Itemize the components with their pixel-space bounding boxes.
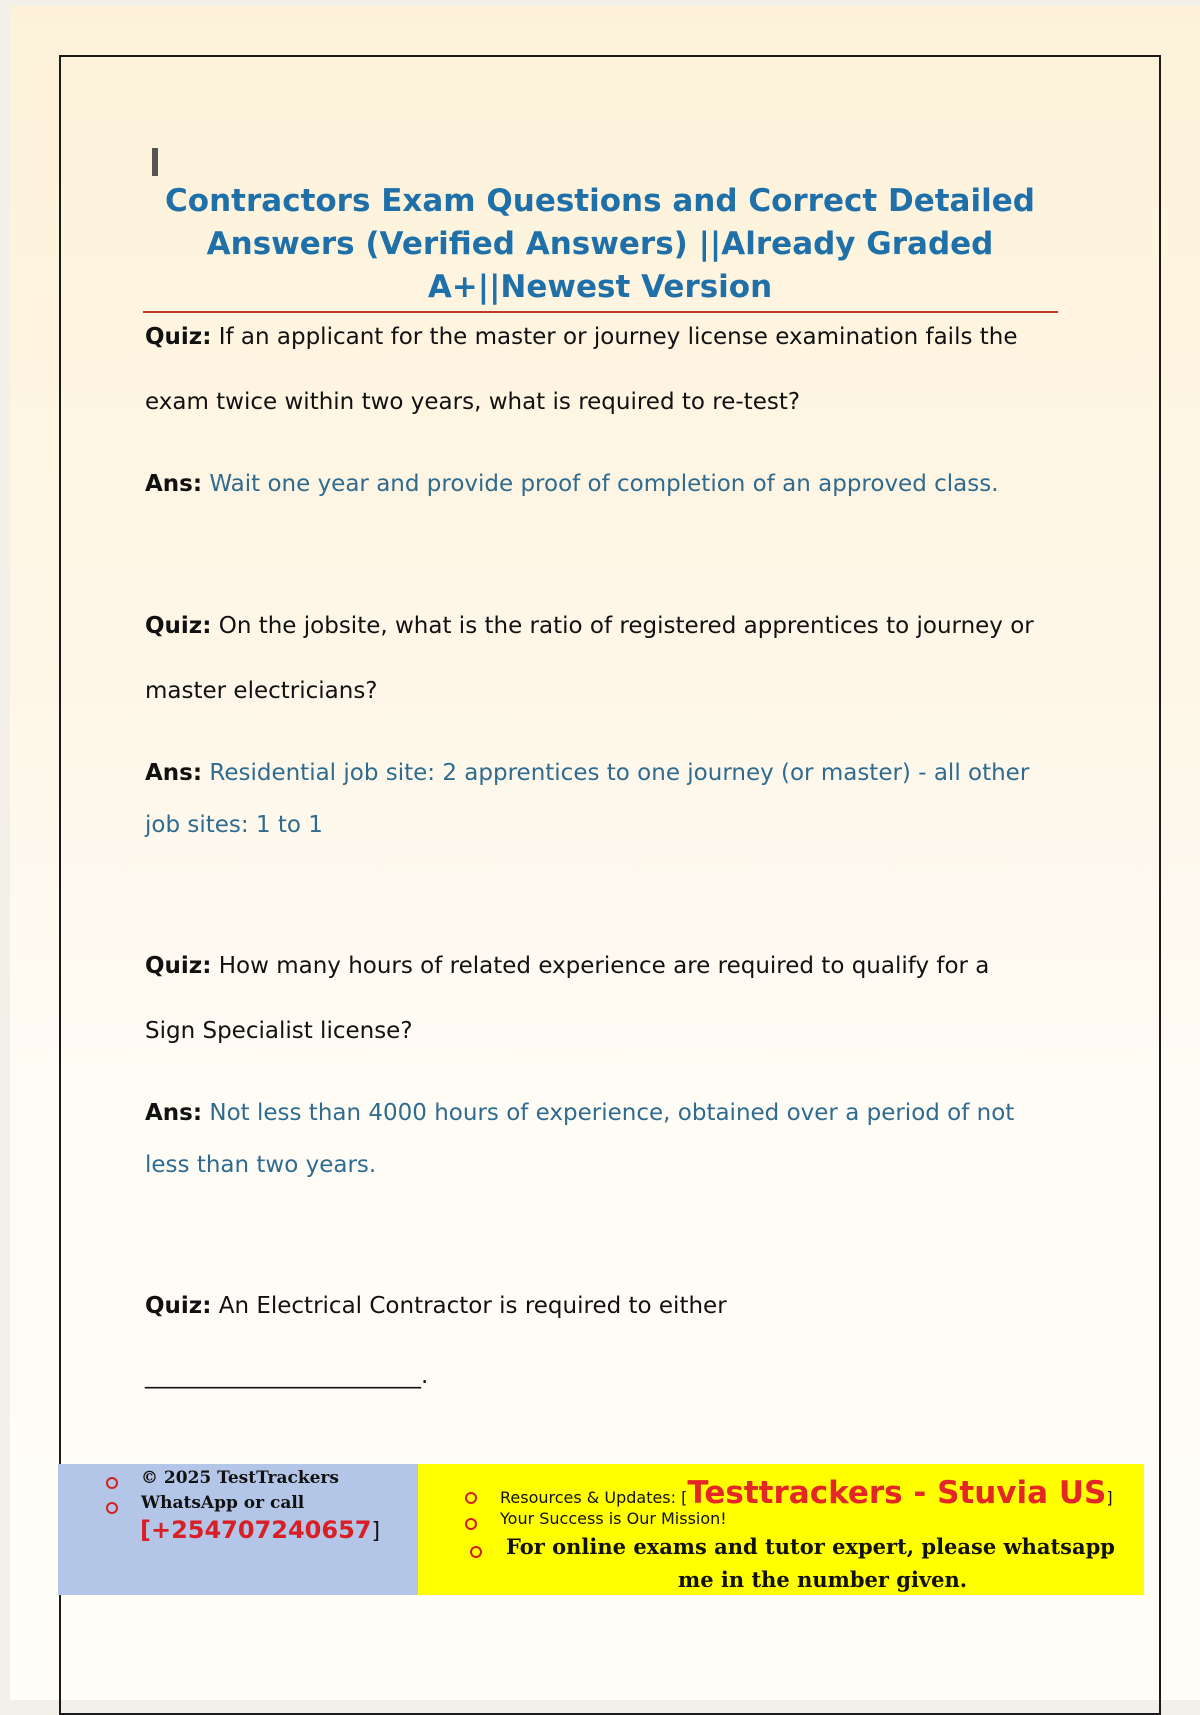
quiz-label: Quiz: (145, 613, 212, 639)
answer-1 (145, 458, 1045, 510)
ans-label: Ans: (145, 760, 203, 786)
quiz-question-4 (145, 1274, 1045, 1339)
footer-contact-box (58, 1464, 418, 1595)
brand-bracket-close: ] (1106, 1488, 1113, 1507)
quiz-question-3 (145, 934, 1045, 1064)
whatsapp-label: WhatsApp or call (141, 1493, 305, 1513)
resources-label: Resources & Updates: [ (500, 1488, 688, 1507)
phone-line (140, 1516, 380, 1544)
question-text: An Electrical Contractor is required to either (218, 1293, 727, 1319)
answer-text: Residential job site: 2 apprentices to one journey (or master) - all other job sites: 1 to 1 (145, 760, 1030, 838)
bullet-icon (106, 1502, 118, 1514)
answer-2 (145, 747, 1045, 851)
answer-3 (145, 1087, 1045, 1191)
answer-blank-line: ________________________. (145, 1363, 429, 1389)
online-exams-text-line1: For online exams and tutor expert, please whatsapp (506, 1534, 1115, 1559)
phone-bracket-close: ] (371, 1519, 381, 1544)
document-title: Contractors Exam Questions and Correct Detailed Answers (Verified Answers) ||Already Graded A+||Newest Version (165, 183, 1035, 305)
ans-label: Ans: (145, 1100, 203, 1126)
answer-text: Not less than 4000 hours of experience, obtained over a period of not less than two years. (145, 1100, 1015, 1178)
question-text: If an applicant for the master or journey license examination fails the exam twice within two years, what is required to re-test? (145, 324, 1018, 415)
question-text: How many hours of related experience are required to qualify for a Sign Specialist license? (145, 953, 990, 1044)
bullet-icon (470, 1546, 482, 1558)
quiz-question-1 (145, 305, 1045, 435)
text-cursor-mark (152, 148, 158, 176)
quiz-label: Quiz: (145, 953, 212, 979)
brand-link[interactable]: Testtrackers - Stuvia US (687, 1475, 1107, 1511)
copyright-text: © 2025 TestTrackers (141, 1468, 339, 1488)
mission-text: Your Success is Our Mission! (500, 1509, 727, 1528)
phone-number[interactable]: +254707240657 (150, 1516, 372, 1544)
quiz-question-2 (145, 594, 1045, 724)
quiz-label: Quiz: (145, 324, 212, 350)
bullet-icon (465, 1492, 477, 1504)
online-exams-text-line2: me in the number given. (678, 1567, 968, 1592)
bullet-icon (465, 1518, 477, 1530)
answer-text: Wait one year and provide proof of completion of an approved class. (209, 471, 999, 497)
phone-bracket-open: [ (140, 1516, 151, 1544)
bullet-icon (106, 1477, 118, 1489)
question-text: On the jobsite, what is the ratio of registered apprentices to journey or master electricians? (145, 613, 1034, 704)
ans-label: Ans: (145, 471, 203, 497)
quiz-label: Quiz: (145, 1293, 212, 1319)
footer-promo-box (418, 1464, 1144, 1595)
